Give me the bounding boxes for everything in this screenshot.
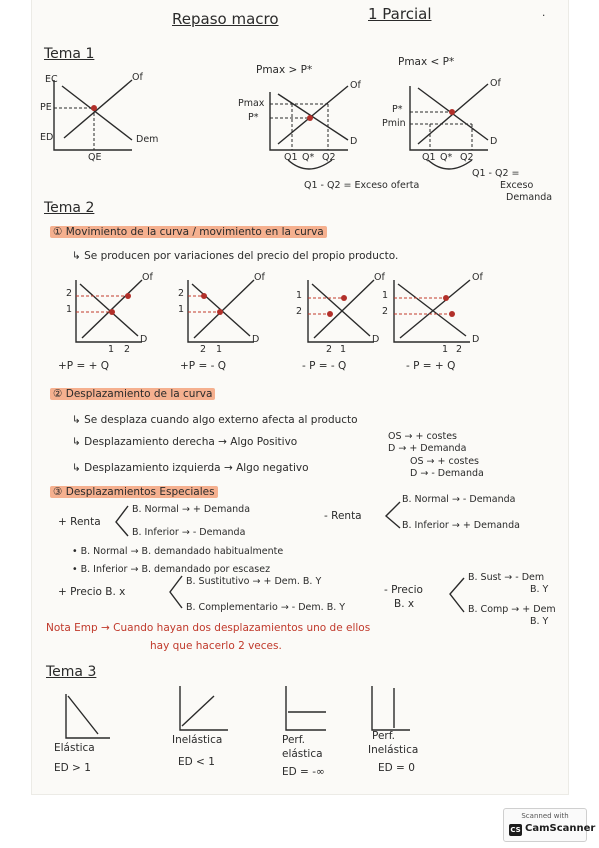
precio-pos-b: B. Complementario → - Dem. B. Y: [186, 602, 346, 613]
g3-label-q2: Q2: [460, 152, 474, 163]
tema2-heading: Tema 2: [44, 200, 95, 216]
section1-title-text: ① Movimiento de la curva / movimiento en la curva: [50, 226, 327, 238]
ga-y1: 2: [66, 288, 73, 299]
renta-pos-a: B. Normal → + Demanda: [132, 504, 251, 515]
tema3-inelastica-rule: ED < 1: [178, 756, 215, 768]
g2-condition: Pmax > P*: [256, 64, 313, 76]
ga-caption: +P = + Q: [58, 360, 110, 372]
g3-label-q1: Q1: [422, 152, 436, 163]
camscanner-logo-icon: CS: [510, 826, 521, 834]
tema3-perf-inelastica-rule: ED = 0: [378, 762, 415, 774]
gd-y1: 1: [382, 290, 389, 301]
gd-of: Of: [472, 272, 483, 283]
precio-neg-1: - Precio: [384, 584, 423, 596]
g2-label-q1: Q1: [284, 152, 298, 163]
page-title: Repaso macro: [172, 10, 279, 28]
g3-label-qe: Q*: [440, 152, 453, 163]
precio-neg-a2: B. Y: [530, 584, 549, 595]
tema3-inelastica-name: Inelástica: [172, 734, 223, 746]
bien-inferior: • B. Inferior → B. demandado por escasez: [72, 564, 271, 575]
tema3-heading: Tema 3: [46, 664, 97, 680]
gb-d: D: [252, 334, 260, 345]
tema3-elastica-name: Elástica: [54, 742, 95, 754]
gc-of: Of: [374, 272, 385, 283]
tema3-perf-elastica-name2: elástica: [282, 748, 323, 760]
gd-x1: 1: [442, 344, 449, 355]
section2-line3: ↳ Desplazamiento izquierda → Algo negativo: [72, 462, 309, 474]
gc-x1: 2: [326, 344, 333, 355]
gb-y2: 1: [178, 304, 185, 315]
note-exceso-oferta: Q1 - Q2 = Exceso oferta: [304, 180, 420, 191]
gd-d: D: [472, 334, 480, 345]
section2-title-text: ② Desplazamiento de la curva: [50, 388, 215, 400]
g3-label-pmin: Pmin: [382, 118, 406, 129]
gb-x1: 2: [200, 344, 207, 355]
precio-neg-b1: B. Comp → + Dem: [468, 604, 556, 615]
g3-label-d: D: [490, 136, 498, 147]
gb-of: Of: [254, 272, 265, 283]
g1-label-ed: ED: [40, 132, 54, 143]
gd-caption: - P = + Q: [406, 360, 456, 372]
gb-caption: +P = - Q: [180, 360, 226, 372]
g1-label-pe: PE: [40, 102, 52, 113]
camscanner-badge: [503, 808, 596, 842]
note-exceso-demanda-3: Demanda: [506, 192, 553, 203]
badge-top-text: Scanned with: [521, 812, 569, 820]
ga-y2: 1: [66, 304, 73, 315]
renta-pos-b: B. Inferior → - Demanda: [132, 527, 246, 538]
gc-x2: 1: [340, 344, 347, 355]
renta-neg-a: B. Normal → - Demanda: [402, 494, 516, 505]
precio-neg-2: B. x: [394, 598, 415, 610]
tema3-elastica-rule: ED > 1: [54, 762, 91, 774]
ga-of: Of: [142, 272, 153, 283]
section2-line2: ↳ Desplazamiento derecha → Algo Positivo: [72, 436, 298, 448]
g1-label-ec: EC: [45, 74, 58, 85]
section2-line2a: OS → + costes: [388, 431, 457, 442]
gd-y2: 2: [382, 306, 389, 317]
precio-neg-b2: B. Y: [530, 616, 549, 627]
ga-x1: 1: [108, 344, 115, 355]
precio-neg-a1: B. Sust → - Dem: [468, 572, 545, 583]
renta-neg: - Renta: [324, 510, 362, 522]
gc-y2: 2: [296, 306, 303, 317]
precio-pos-a: B. Sustitutivo → + Dem. B. Y: [186, 576, 322, 587]
g1-label-dem: Dem: [136, 134, 159, 145]
tema3-perf-inelastica-name2: Inelástica: [368, 744, 419, 756]
g1-label-of: Of: [132, 72, 143, 83]
renta-neg-b: B. Inferior → + Demanda: [402, 520, 520, 531]
section2-line2b: D → + Demanda: [388, 443, 467, 454]
tema1-heading: Tema 1: [44, 46, 95, 62]
nota-line2: hay que hacerlo 2 veces.: [150, 640, 282, 652]
section2-line1: ↳ Se desplaza cuando algo externo afecta al producto: [72, 414, 358, 426]
badge-brand-text: CamScanner: [525, 823, 596, 834]
renta-pos: + Renta: [58, 516, 101, 528]
ga-d: D: [140, 334, 148, 345]
gd-x2: 2: [456, 344, 463, 355]
gb-y1: 2: [178, 288, 185, 299]
gc-d: D: [372, 334, 380, 345]
gc-caption: - P = - Q: [302, 360, 347, 372]
tema3-perf-elastica-name1: Perf.: [282, 734, 306, 746]
tema3-perf-elastica-rule: ED = -∞: [282, 766, 325, 778]
tema3-graphs: [32, 0, 568, 794]
section1-desc: ↳ Se producen por variaciones del precio del propio producto.: [72, 250, 399, 262]
g2-label-of: Of: [350, 80, 361, 91]
precio-pos: + Precio B. x: [58, 586, 126, 598]
g3-condition: Pmax < P*: [398, 56, 455, 68]
g2-label-q2: Q2: [322, 152, 336, 163]
g2-label-qe: Q*: [302, 152, 315, 163]
note-exceso-demanda-1: Q1 - Q2 =: [472, 168, 520, 179]
ga-x2: 2: [124, 344, 131, 355]
section2-line3b: D → - Demanda: [410, 468, 484, 479]
g2-label-pe: P*: [248, 112, 259, 123]
g3-label-pe: P*: [392, 104, 403, 115]
g2-label-d: D: [350, 136, 358, 147]
gc-y1: 1: [296, 290, 303, 301]
page-subtitle: 1 Parcial: [368, 5, 432, 23]
page-mark: ·: [542, 10, 546, 22]
section2-line3a: OS → + costes: [410, 456, 479, 467]
bien-normal: • B. Normal → B. demandado habitualmente: [72, 546, 284, 557]
gb-x2: 1: [216, 344, 223, 355]
g1-label-qe: QE: [88, 152, 102, 163]
notebook-page: [32, 0, 568, 794]
g2-label-pmax: Pmax: [238, 98, 265, 109]
section3-title-text: ③ Desplazamientos Especiales: [50, 486, 218, 498]
note-exceso-demanda-2: Exceso: [500, 180, 534, 191]
tema3-perf-inelastica-name1: Perf.: [372, 730, 396, 742]
nota-line1: Nota Emp → Cuando hayan dos desplazamientos uno de ellos: [46, 622, 371, 634]
g3-label-of: Of: [490, 78, 501, 89]
